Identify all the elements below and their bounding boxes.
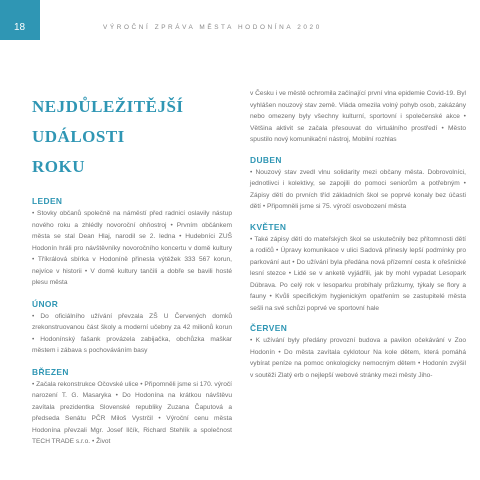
page-title (32, 92, 232, 182)
title-line-1: NEJDŮLEŽITĚJŠÍ (32, 97, 184, 116)
section-text-unor: • Do oficiálního užívání převzala ZŠ U Červených domků zrekonstruovanou část školy a moderní učebny za 42 milionů korun • Hodonínský fašank provázela zabijačka, obchůzka maškar městem i zábava s pochováváním basy (32, 312, 232, 354)
title-line-2: UDÁLOSTI (32, 127, 125, 146)
section-text-leden: • Stovky občanů společně na náměstí před radnicí oslavily nástup nového roku a zhlédly novoroční ohňostroj • Prvním občánkem města se stal Dean Hlaj, narodil se 2. ledna • Hudebníci ZUŠ Hodonín hráli pro návštěvníky novoročního koncertu v domě kultury • Tříkrálová sbírka v Hodoníně přinesla výtěžek 333 567 korun, nejvíce v historii • V domě kultury tančili a dobře se bavili hosté plesu města (32, 210, 232, 286)
section-heading-leden: LEDEN (32, 196, 63, 206)
section-heading-kveten: KVĚTEN (250, 221, 287, 232)
section-text-brezen: • Začala rekonstrukce Očovské ulice • Připomněli jsme si 170. výročí narození T. G. Masaryka • Do Hodonína na krátkou návštěvu zavítala prezidentka Slovenské republiky Zuzana Čaputová a předseda Senátu PČR Miloš Vystrčil • Výroční cenu města Hodonína převzali Mgr. Josef Ilčík, Richard Stehlík a společnost TECH TRADE s.r.o. • Život (32, 380, 232, 445)
section-text-kveten: • Také zápisy dětí do mateřských škol se uskutečnily bez přítomnosti dětí a rodičů • Úpravy komunikace v ulici Sadová přinesly lepší podmínky pro parkování aut • Do užívání byla předána nová přízemní cesta k ořešnické lesní stezce • Lidé se v anketě vyjádřili, jak by mohl vypadat Lesopark Dúbrava. Po celý rok v lesoparku probíhaly průzkumy, týkaly se flory a fauny • Kvůli specifickým hygienickým opatřením se zastupitelé města sešli na své schůzi poprvé ve sportovní hale (250, 235, 466, 312)
title-line-3: ROKU (32, 157, 85, 176)
section-duben (250, 155, 466, 213)
section-heading-duben: DUBEN (250, 154, 282, 165)
section-cerven (250, 323, 466, 381)
continued-text: v Česku i ve městě ochromila začínající první vlna epidemie Covid-19. Byl vyhlášen nouzový stav země. Vláda omezila volný pohyb osob, zakázány nebo omezeny byly všechny kulturní, sportovní i společenské akce • Většina aktivit se začala přesouvat do virtuálního prostředí • Město spustilo nový komunikační nástroj, Mobilní rozhlas (250, 90, 466, 143)
section-brezen (32, 367, 232, 448)
section-kveten (250, 222, 466, 315)
section-unor (32, 299, 232, 357)
page-number: 18 (14, 22, 26, 33)
section-heading-brezen: BŘEZEN (32, 366, 69, 377)
section-heading-cerven: ČERVEN (250, 323, 288, 333)
section-text-cerven: • K užívání byly předány provozní budova a pavilon očekávání v Zoo Hodonín • Do města zavítala cyklotour Na kole dětem, která pomáhá vybírat peníze na pomoc onkologicky nemocným dětem • Hodonín zvýšil v soutěži Zlatý erb o nejlepší webové stránky mezi městy Jiho- (250, 337, 466, 379)
section-leden (32, 196, 232, 289)
right-column (250, 88, 466, 381)
running-head: VÝROČNÍ ZPRÁVA MĚSTA HODONÍNA 2020 (103, 24, 322, 31)
page-number-tab (0, 0, 40, 40)
left-column (32, 70, 232, 448)
section-text-duben: • Nouzový stav zvedl vlnu solidarity mezi občany města. Dobrovolníci, jednotlivci i kolektivy, se zapojili do pomoci seniorům a potřebným • Zápisy dětí do prvních tříd základních škol se poprvé konaly bez účasti dětí • Připomněli jsme si 75. výročí osvobození města (250, 168, 466, 210)
section-heading-unor: ÚNOR (32, 298, 59, 309)
